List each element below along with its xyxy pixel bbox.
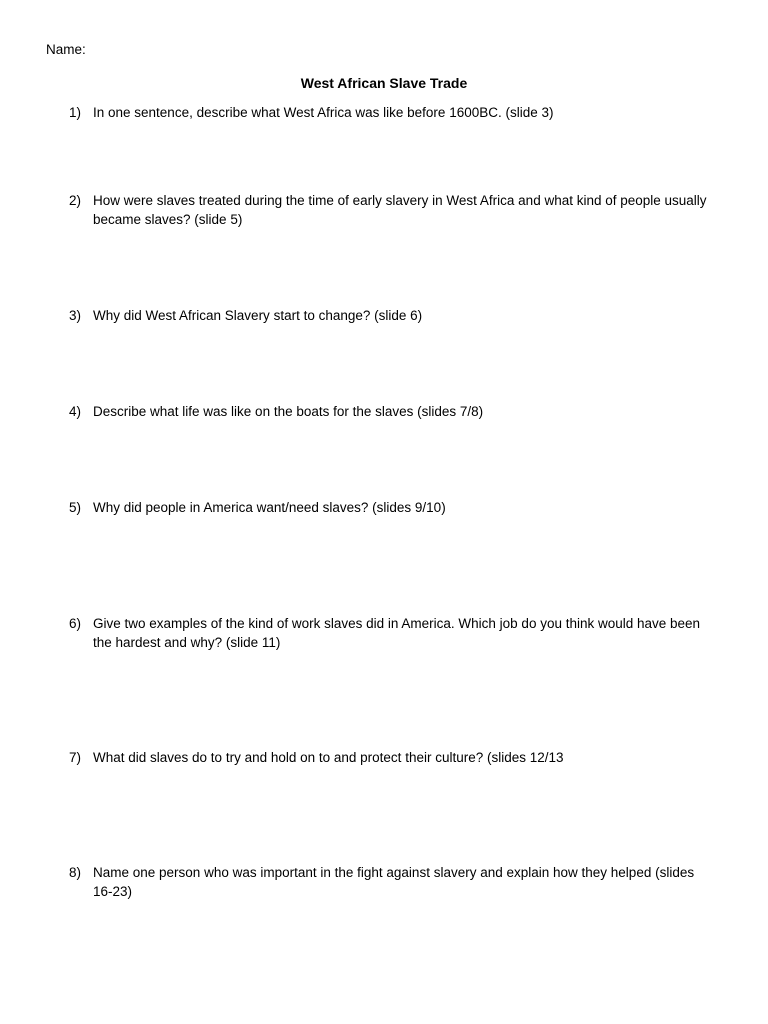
question-text: Describe what life was like on the boats for the slaves (slides 7/8) bbox=[93, 404, 484, 419]
name-label: Name: bbox=[46, 42, 86, 57]
question-8 bbox=[69, 863, 709, 901]
question-4 bbox=[69, 402, 709, 421]
question-number: 5) bbox=[69, 500, 82, 515]
question-5 bbox=[69, 498, 709, 517]
question-text: Name one person who was important in the fight against slavery and explain how they helped (slides 16-23) bbox=[93, 865, 695, 899]
question-3 bbox=[69, 306, 709, 325]
question-text: Give two examples of the kind of work slaves did in America. Which job do you think would have been the hardest and why? (slide 11) bbox=[93, 616, 701, 650]
document-title: West African Slave Trade bbox=[300, 75, 468, 91]
question-number: 7) bbox=[69, 750, 82, 765]
question-number: 4) bbox=[69, 404, 82, 419]
question-6 bbox=[69, 614, 709, 652]
question-number: 2) bbox=[69, 193, 82, 208]
question-1 bbox=[69, 103, 709, 122]
question-text: In one sentence, describe what West Africa was like before 1600BC. (slide 3) bbox=[93, 105, 554, 120]
question-number: 1) bbox=[69, 105, 82, 120]
question-text: What did slaves do to try and hold on to and protect their culture? (slides 12/13 bbox=[93, 750, 564, 765]
question-text: How were slaves treated during the time of early slavery in West Africa and what kind of people usually became slaves? (slide 5) bbox=[93, 193, 707, 227]
question-number: 8) bbox=[69, 865, 82, 880]
question-2 bbox=[69, 191, 709, 229]
question-number: 3) bbox=[69, 308, 82, 323]
question-text: Why did people in America want/need slaves? (slides 9/10) bbox=[93, 500, 446, 515]
question-text: Why did West African Slavery start to change? (slide 6) bbox=[93, 308, 423, 323]
question-7 bbox=[69, 748, 709, 767]
question-number: 6) bbox=[69, 616, 82, 631]
